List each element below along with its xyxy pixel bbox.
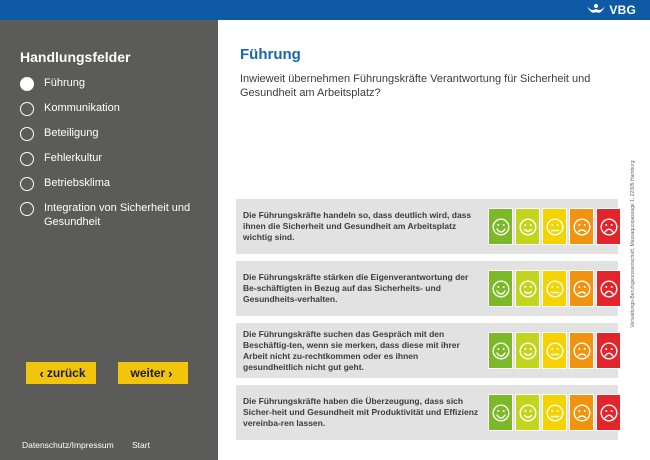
sidebar-item-label: Führung bbox=[44, 77, 85, 89]
vbg-logo[interactable] bbox=[586, 1, 636, 19]
radio-button[interactable] bbox=[20, 77, 34, 91]
happy-face-icon bbox=[519, 218, 537, 236]
back-button-label: zurück bbox=[46, 366, 86, 380]
radio-button[interactable] bbox=[20, 102, 34, 116]
sidebar-item-label: Beteiligung bbox=[44, 127, 99, 139]
sidebar-item-label: Fehlerkultur bbox=[44, 152, 103, 164]
rating-very-unhappy-button[interactable] bbox=[596, 394, 621, 431]
unhappy-face-icon bbox=[573, 342, 591, 360]
rating-happy-button[interactable] bbox=[515, 270, 540, 307]
rating-happy-button[interactable] bbox=[515, 332, 540, 369]
rating-very-unhappy-button[interactable] bbox=[596, 208, 621, 245]
sidebar-title: Handlungsfelder bbox=[20, 49, 131, 65]
neutral-face-icon bbox=[546, 280, 564, 298]
rating-very-happy-button[interactable] bbox=[488, 270, 513, 307]
neutral-face-icon bbox=[546, 342, 564, 360]
header-bar bbox=[0, 0, 650, 20]
chevron-right-icon: › bbox=[168, 365, 173, 381]
rating-options bbox=[488, 208, 621, 245]
rating-unhappy-button[interactable] bbox=[569, 332, 594, 369]
next-button[interactable] bbox=[118, 362, 188, 384]
address-note-text: Verwaltungs-Berufsgenossenschaft, Massaquoipassage 1, 22305 Hamburg bbox=[630, 160, 636, 328]
sidebar-item-fuehrung[interactable] bbox=[20, 76, 210, 91]
page-title: Führung bbox=[240, 46, 301, 63]
next-button-label: weiter bbox=[130, 366, 166, 380]
vbg-logo-icon bbox=[586, 3, 606, 17]
very-happy-face-icon bbox=[492, 404, 510, 422]
unhappy-face-icon bbox=[573, 404, 591, 422]
rating-very-happy-button[interactable] bbox=[488, 208, 513, 245]
unhappy-face-icon bbox=[573, 280, 591, 298]
statement-row bbox=[236, 323, 618, 378]
rating-very-happy-button[interactable] bbox=[488, 332, 513, 369]
unhappy-face-icon bbox=[573, 218, 591, 236]
rating-happy-button[interactable] bbox=[515, 208, 540, 245]
question-text: Inwieweit übernehmen Führungskräfte Verantwortung für Sicherheit und Gesundheit am Arbeitsplatz? bbox=[240, 73, 591, 99]
very-happy-face-icon bbox=[492, 218, 510, 236]
rating-unhappy-button[interactable] bbox=[569, 270, 594, 307]
very-unhappy-face-icon bbox=[600, 218, 618, 236]
sidebar-item-label: Betriebsklima bbox=[44, 177, 111, 189]
happy-face-icon bbox=[519, 280, 537, 298]
logo-text: VBG bbox=[609, 3, 636, 17]
chevron-left-icon: ‹ bbox=[39, 365, 44, 381]
statement-text: Die Führungskräfte stärken die Eigenverantwortung der Be-schäftigten in Bezug auf das Sicherheits- und Gesundheits-verhalten. bbox=[243, 272, 469, 304]
radio-button[interactable] bbox=[20, 152, 34, 166]
rating-happy-button[interactable] bbox=[515, 394, 540, 431]
rating-options bbox=[488, 270, 621, 307]
sidebar-item-beteiligung[interactable] bbox=[20, 126, 210, 141]
back-button[interactable] bbox=[26, 362, 96, 384]
statement-text: Die Führungskräfte suchen das Gespräch mit den Beschäftig-ten, wenn sie merken, dass diese mit ihrer Arbeit nicht zu-rechtkommen oder es ihnen gesundheitlich nicht gut geht. bbox=[243, 328, 460, 372]
statement-row bbox=[236, 261, 618, 316]
happy-face-icon bbox=[519, 404, 537, 422]
very-happy-face-icon bbox=[492, 342, 510, 360]
rating-unhappy-button[interactable] bbox=[569, 394, 594, 431]
rating-neutral-button[interactable] bbox=[542, 394, 567, 431]
rating-very-unhappy-button[interactable] bbox=[596, 332, 621, 369]
neutral-face-icon bbox=[546, 404, 564, 422]
statement-text: Die Führungskräfte haben die Überzeugung, dass sich Sicher-heit und Gesundheit mit Produktivität und Effizienz vereinba-ren lassen. bbox=[243, 396, 479, 428]
privacy-link[interactable]: Datenschutz/Impressum bbox=[22, 440, 114, 450]
sidebar-item-fehlerkultur[interactable] bbox=[20, 151, 210, 166]
sidebar-item-label: Kommunikation bbox=[44, 102, 120, 114]
rating-very-unhappy-button[interactable] bbox=[596, 270, 621, 307]
rating-neutral-button[interactable] bbox=[542, 270, 567, 307]
rating-neutral-button[interactable] bbox=[542, 332, 567, 369]
rating-options bbox=[488, 394, 621, 431]
statement-row bbox=[236, 199, 618, 254]
very-unhappy-face-icon bbox=[600, 342, 618, 360]
sidebar-item-betriebsklima[interactable] bbox=[20, 176, 210, 191]
rating-very-happy-button[interactable] bbox=[488, 394, 513, 431]
happy-face-icon bbox=[519, 342, 537, 360]
neutral-face-icon bbox=[546, 218, 564, 236]
sidebar bbox=[0, 20, 218, 460]
sidebar-nav bbox=[20, 76, 210, 239]
statement-row bbox=[236, 385, 618, 440]
statement-text: Die Führungskräfte handeln so, dass deutlich wird, dass ihnen die Sicherheit und Gesundheit am Arbeitsplatz wichtig sind. bbox=[243, 210, 472, 242]
sidebar-item-kommunikation[interactable] bbox=[20, 101, 210, 116]
radio-button[interactable] bbox=[20, 202, 34, 216]
sidebar-item-integration[interactable] bbox=[20, 201, 210, 229]
start-link[interactable]: Start bbox=[132, 440, 150, 450]
very-unhappy-face-icon bbox=[600, 280, 618, 298]
radio-button[interactable] bbox=[20, 127, 34, 141]
rating-neutral-button[interactable] bbox=[542, 208, 567, 245]
radio-button[interactable] bbox=[20, 177, 34, 191]
very-happy-face-icon bbox=[492, 280, 510, 298]
sidebar-item-label: Integration von Sicherheit und Gesundheit bbox=[44, 202, 191, 228]
rating-unhappy-button[interactable] bbox=[569, 208, 594, 245]
very-unhappy-face-icon bbox=[600, 404, 618, 422]
rating-options bbox=[488, 332, 621, 369]
